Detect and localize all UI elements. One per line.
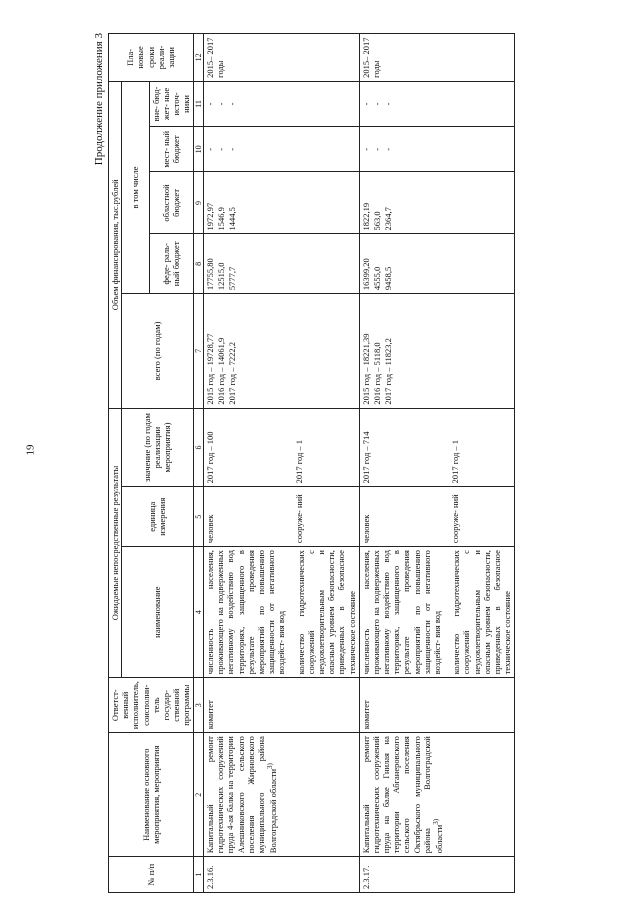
result-value: 2017 год – 1: [449, 439, 460, 484]
header-terms: Пла- новые сроки реали- зации: [109, 34, 194, 82]
unit-cell: [204, 487, 360, 547]
header-local: мест- ный бюджет: [149, 127, 193, 172]
column-number: 9: [193, 172, 204, 234]
result-unit: сооруже- ний: [449, 494, 460, 544]
extra-value: -: [216, 102, 227, 106]
terms: 2015– 2017 годы: [359, 34, 515, 82]
column-number: 4: [193, 547, 204, 678]
total-value: 2017 год – 7222,2: [227, 342, 238, 405]
result-name: численность населения, проживающего на подверженных негативному воздействию вод территориях, защищенного в результате проведения мероприятий по повышению защищенности от негативного воздейст- вия вод: [205, 550, 287, 675]
row-number: 2.3.16.: [204, 857, 360, 893]
result-value: 2017 год – 100: [205, 431, 216, 484]
header-regional: областной бюджет: [149, 172, 193, 234]
column-number: 7: [193, 294, 204, 409]
result-value: 2017 год – 1: [294, 439, 305, 484]
regional-cell: [359, 172, 515, 234]
result-unit: человек: [360, 514, 371, 544]
column-number: 1: [193, 857, 204, 893]
column-number: 3: [193, 678, 204, 733]
terms: 2015– 2017 годы: [204, 34, 360, 82]
header-expected-results: Ожидаемые непосредственные результаты: [109, 408, 122, 678]
regional-value: 1822,19: [360, 202, 371, 231]
header-num: № п/п: [109, 857, 194, 893]
column-number: 5: [193, 487, 204, 547]
total-value: 2016 год – 5118,0: [371, 342, 382, 405]
header-executor: Ответст- венный исполнитель, соисполни- тель государ- ственной программы: [109, 678, 194, 733]
federal-cell: [359, 234, 515, 294]
federal-cell: [204, 234, 360, 294]
result-name: численность населения, проживающего на подверженных негативному воздействию вод территориях, защищенного в результате проведения мероприятий по повышению защищенности от негативного воздейст- вия вод: [360, 550, 443, 675]
local-value: -: [216, 147, 227, 151]
local-value: -: [360, 147, 371, 151]
federal-value: 17755,80: [205, 258, 216, 291]
federal-value: 9458,5: [383, 266, 394, 291]
header-including: в том числе: [122, 81, 150, 293]
regional-value: 1546,9: [216, 207, 227, 231]
table-row: [359, 34, 515, 893]
result-unit: сооруже- ний: [294, 494, 305, 544]
extra-cell: [359, 81, 515, 126]
footnote-mark: 3): [266, 763, 275, 769]
row-number: 2.3.17.: [359, 857, 515, 893]
result-cell: [204, 547, 360, 678]
extra-cell: [204, 81, 360, 126]
header-financing: Объем финансирования, тыс.рублей: [109, 81, 122, 408]
federal-value: 16399,20: [360, 258, 371, 291]
page-number: 19: [24, 444, 37, 456]
extra-value: -: [371, 102, 382, 106]
regional-value: 563,0: [371, 211, 382, 231]
column-number: 2: [193, 733, 204, 857]
header-federal: феде- раль- ный бюджет: [149, 234, 193, 294]
regional-value: 1444,5: [227, 207, 238, 231]
total-value: 2015 год – 19728,77: [205, 333, 216, 405]
continuation-label: Продолжение приложения 3: [93, 33, 105, 166]
column-number: 12: [193, 34, 204, 82]
total-value: 2015 год – 18221,39: [360, 333, 371, 405]
local-cell: [204, 127, 360, 172]
executor: комитет: [359, 678, 515, 733]
result-unit: человек: [205, 514, 216, 544]
regional-value: 2364,7: [383, 207, 394, 231]
header-extrabudget: вне- бюд- жет- ные источ- ники: [149, 81, 193, 126]
measure-name-text: Капитальный ремонт гидротехнических сооружений пруда 4-ая балка на территории Алешниковского сельского поселения Жирновского муниципального района Волгоградской области: [205, 736, 279, 854]
column-number: 11: [193, 81, 204, 126]
total-cell: [359, 294, 515, 409]
result-cell: [359, 547, 515, 678]
measure-name: [359, 733, 515, 857]
rotated-page: [93, 33, 613, 893]
executor: комитет: [204, 678, 360, 733]
total-value: 2017 год – 11823,2: [383, 338, 394, 405]
regional-cell: [204, 172, 360, 234]
federal-value: 5777,7: [227, 266, 238, 291]
federal-value: 12515,0: [216, 262, 227, 291]
column-number: 8: [193, 234, 204, 294]
result-name: количество гидротехнических сооружений с неудовлетворительным и опасным уровнем безопасности, приведенных в безопасное техническое состояние: [451, 550, 513, 675]
header-unit: единица измерения: [122, 487, 193, 547]
local-value: -: [371, 147, 382, 151]
value-cell: [359, 408, 515, 487]
local-cell: [359, 127, 515, 172]
header-total: всего (по годам): [122, 294, 193, 409]
table-row: [204, 34, 360, 893]
result-name: количество гидротехнических сооружений с неудовлетворительным и опасным уровнем безопасности, приведенных в безопасное техническое состояние: [295, 550, 357, 675]
extra-value: -: [227, 102, 238, 106]
total-value: 2016 год – 14061,9: [216, 337, 227, 405]
extra-value: -: [360, 102, 371, 106]
extra-value: -: [383, 102, 394, 106]
regional-value: 1972,97: [205, 202, 216, 231]
extra-value: -: [205, 102, 216, 106]
local-value: -: [205, 147, 216, 151]
header-measure-name: Наименование основного мероприятия, мероприятия: [109, 733, 194, 857]
local-value: -: [227, 147, 238, 151]
unit-cell: [359, 487, 515, 547]
federal-value: 4555,0: [371, 266, 382, 291]
column-number: 6: [193, 408, 204, 487]
program-table: [108, 33, 515, 893]
total-cell: [204, 294, 360, 409]
header-value: значение (по годам реализации мероприятия): [122, 408, 193, 487]
value-cell: [204, 408, 360, 487]
header-result-name: наименование: [122, 547, 193, 678]
local-value: -: [383, 147, 394, 151]
footnote-mark: 3): [432, 818, 441, 825]
measure-name-text: Капитальный ремонт гидротехнических сооружений пруда на балке Гнилая на территории Абганеровского сельского поселения Октябрьского муниципального района Волгоградской области: [360, 736, 444, 854]
result-value: 2017 год – 714: [360, 431, 371, 484]
measure-name: [204, 733, 360, 857]
column-number: 10: [193, 127, 204, 172]
